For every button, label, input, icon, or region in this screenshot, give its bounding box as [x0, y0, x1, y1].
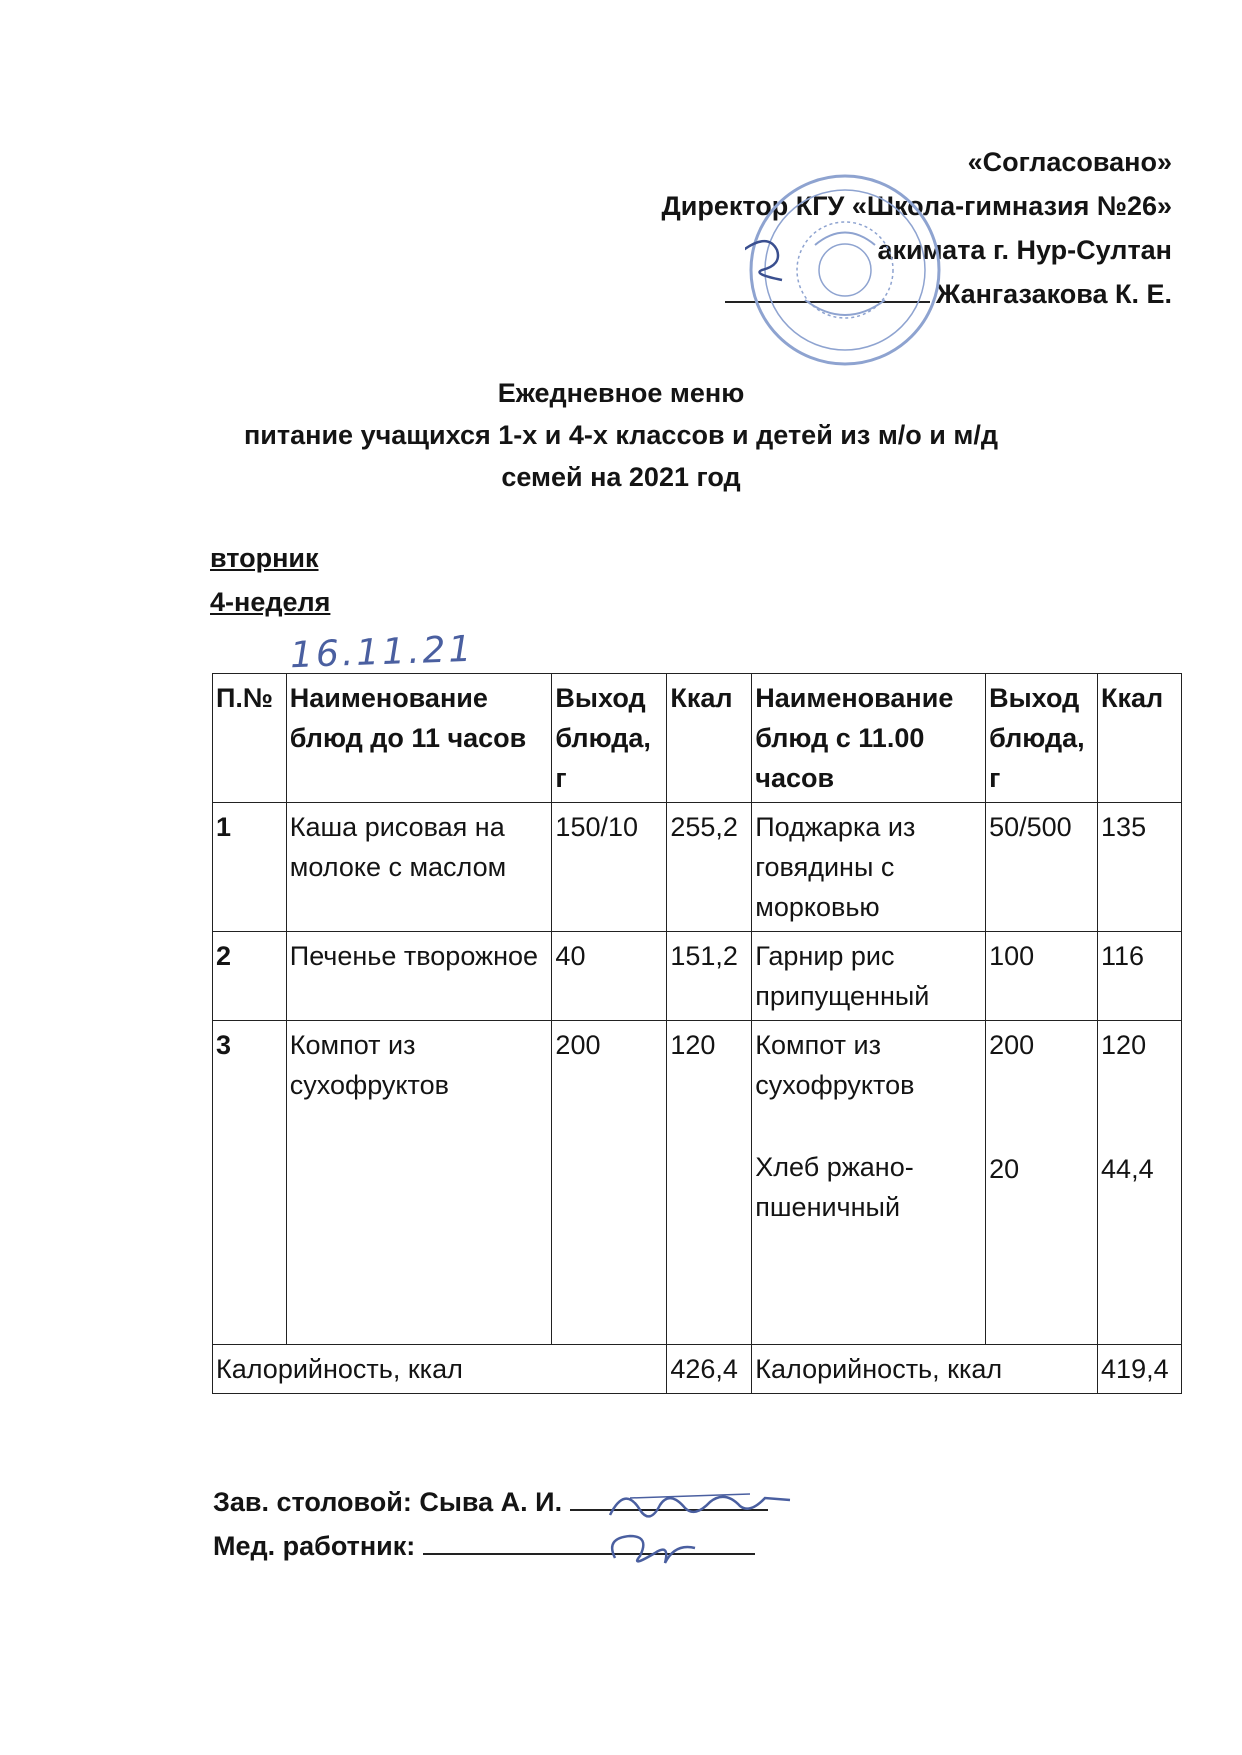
kcal-morning: 151,2: [667, 932, 752, 1021]
approval-akimat: акимата г. Нур-Султан: [877, 235, 1172, 265]
kcal-afternoon-extra: 44,4: [1101, 1154, 1154, 1184]
medic-label: Мед. работник:: [213, 1531, 416, 1561]
medic-signature-icon: [600, 1528, 710, 1573]
row-number: 2: [213, 932, 287, 1021]
output-afternoon-extra: 20: [989, 1154, 1020, 1184]
day-info: [210, 536, 330, 624]
kcal-afternoon: 135: [1098, 803, 1182, 932]
output-afternoon: 50/500: [986, 803, 1098, 932]
table-row: [213, 803, 1182, 932]
dish-afternoon: Поджарка из говядины с морковью: [752, 803, 986, 932]
header-dish-morning: Наименование блюд до 11 часов: [286, 674, 552, 803]
total-label-afternoon: Калорийность, ккал: [752, 1345, 1098, 1394]
dish-afternoon-extra: Хлеб ржано-пшеничный: [755, 1152, 914, 1222]
row-number: 1: [213, 803, 287, 932]
menu-table: [212, 673, 1182, 1394]
week-label: 4-неделя: [210, 587, 331, 617]
kcal-afternoon: 120: [1101, 1030, 1147, 1060]
table-header-row: [213, 674, 1182, 803]
approval-director: Директор КГУ «Школа-гимназия №26»: [661, 191, 1172, 221]
header-dish-afternoon: Наименование блюд с 11.00 часов: [752, 674, 986, 803]
weekday-label: вторник: [210, 543, 319, 573]
output-morning: 150/10: [552, 803, 667, 932]
kcal-morning: 255,2: [667, 803, 752, 932]
dish-afternoon: Гарнир рис припущенный: [752, 932, 986, 1021]
dish-afternoon: Компот из сухофруктов: [755, 1030, 915, 1100]
menu-title-line1: Ежедневное меню: [497, 378, 745, 408]
menu-title-line3: семей на 2021 год: [501, 462, 741, 492]
header-output-morning: Выход блюда, г: [552, 674, 667, 803]
dish-morning: Печенье творожное: [286, 932, 552, 1021]
official-seal-icon: [745, 170, 945, 370]
output-morning: 40: [552, 932, 667, 1021]
director-name: Жангазакова К. Е.: [935, 279, 1172, 309]
header-kcal-morning: Ккал: [667, 674, 752, 803]
total-label-morning: Калорийность, ккал: [213, 1345, 667, 1394]
table-row: [213, 932, 1182, 1021]
canteen-head-label: Зав. столовой: Сыва А. И.: [213, 1487, 563, 1517]
dish-afternoon-cell: [752, 1021, 986, 1345]
output-afternoon: 100: [986, 932, 1098, 1021]
kcal-morning: 120: [667, 1021, 752, 1345]
output-morning: 200: [552, 1021, 667, 1345]
kcal-afternoon-cell: [1098, 1021, 1182, 1345]
output-afternoon: 200: [989, 1030, 1035, 1060]
header-kcal-afternoon: Ккал: [1098, 674, 1182, 803]
row-number: 3: [213, 1021, 287, 1345]
handwritten-date: 16.11.21: [289, 628, 475, 677]
table-row: [213, 1021, 1182, 1345]
menu-title-line2: питание учащихся 1-х и 4-х классов и детей из м/о и м/д: [244, 420, 998, 450]
header-number: П.№: [213, 674, 287, 803]
menu-title: [0, 372, 1242, 498]
output-afternoon-cell: [986, 1021, 1098, 1345]
approval-heading: «Согласовано»: [967, 147, 1172, 177]
canteen-signature-icon: [600, 1480, 800, 1530]
header-output-afternoon: Выход блюда, г: [986, 674, 1098, 803]
kcal-afternoon: 116: [1098, 932, 1182, 1021]
dish-morning: Компот из сухофруктов: [286, 1021, 552, 1345]
total-value-afternoon: 419,4: [1098, 1345, 1182, 1394]
totals-row: [213, 1345, 1182, 1394]
total-value-morning: 426,4: [667, 1345, 752, 1394]
dish-morning: Каша рисовая на молоке с маслом: [286, 803, 552, 932]
